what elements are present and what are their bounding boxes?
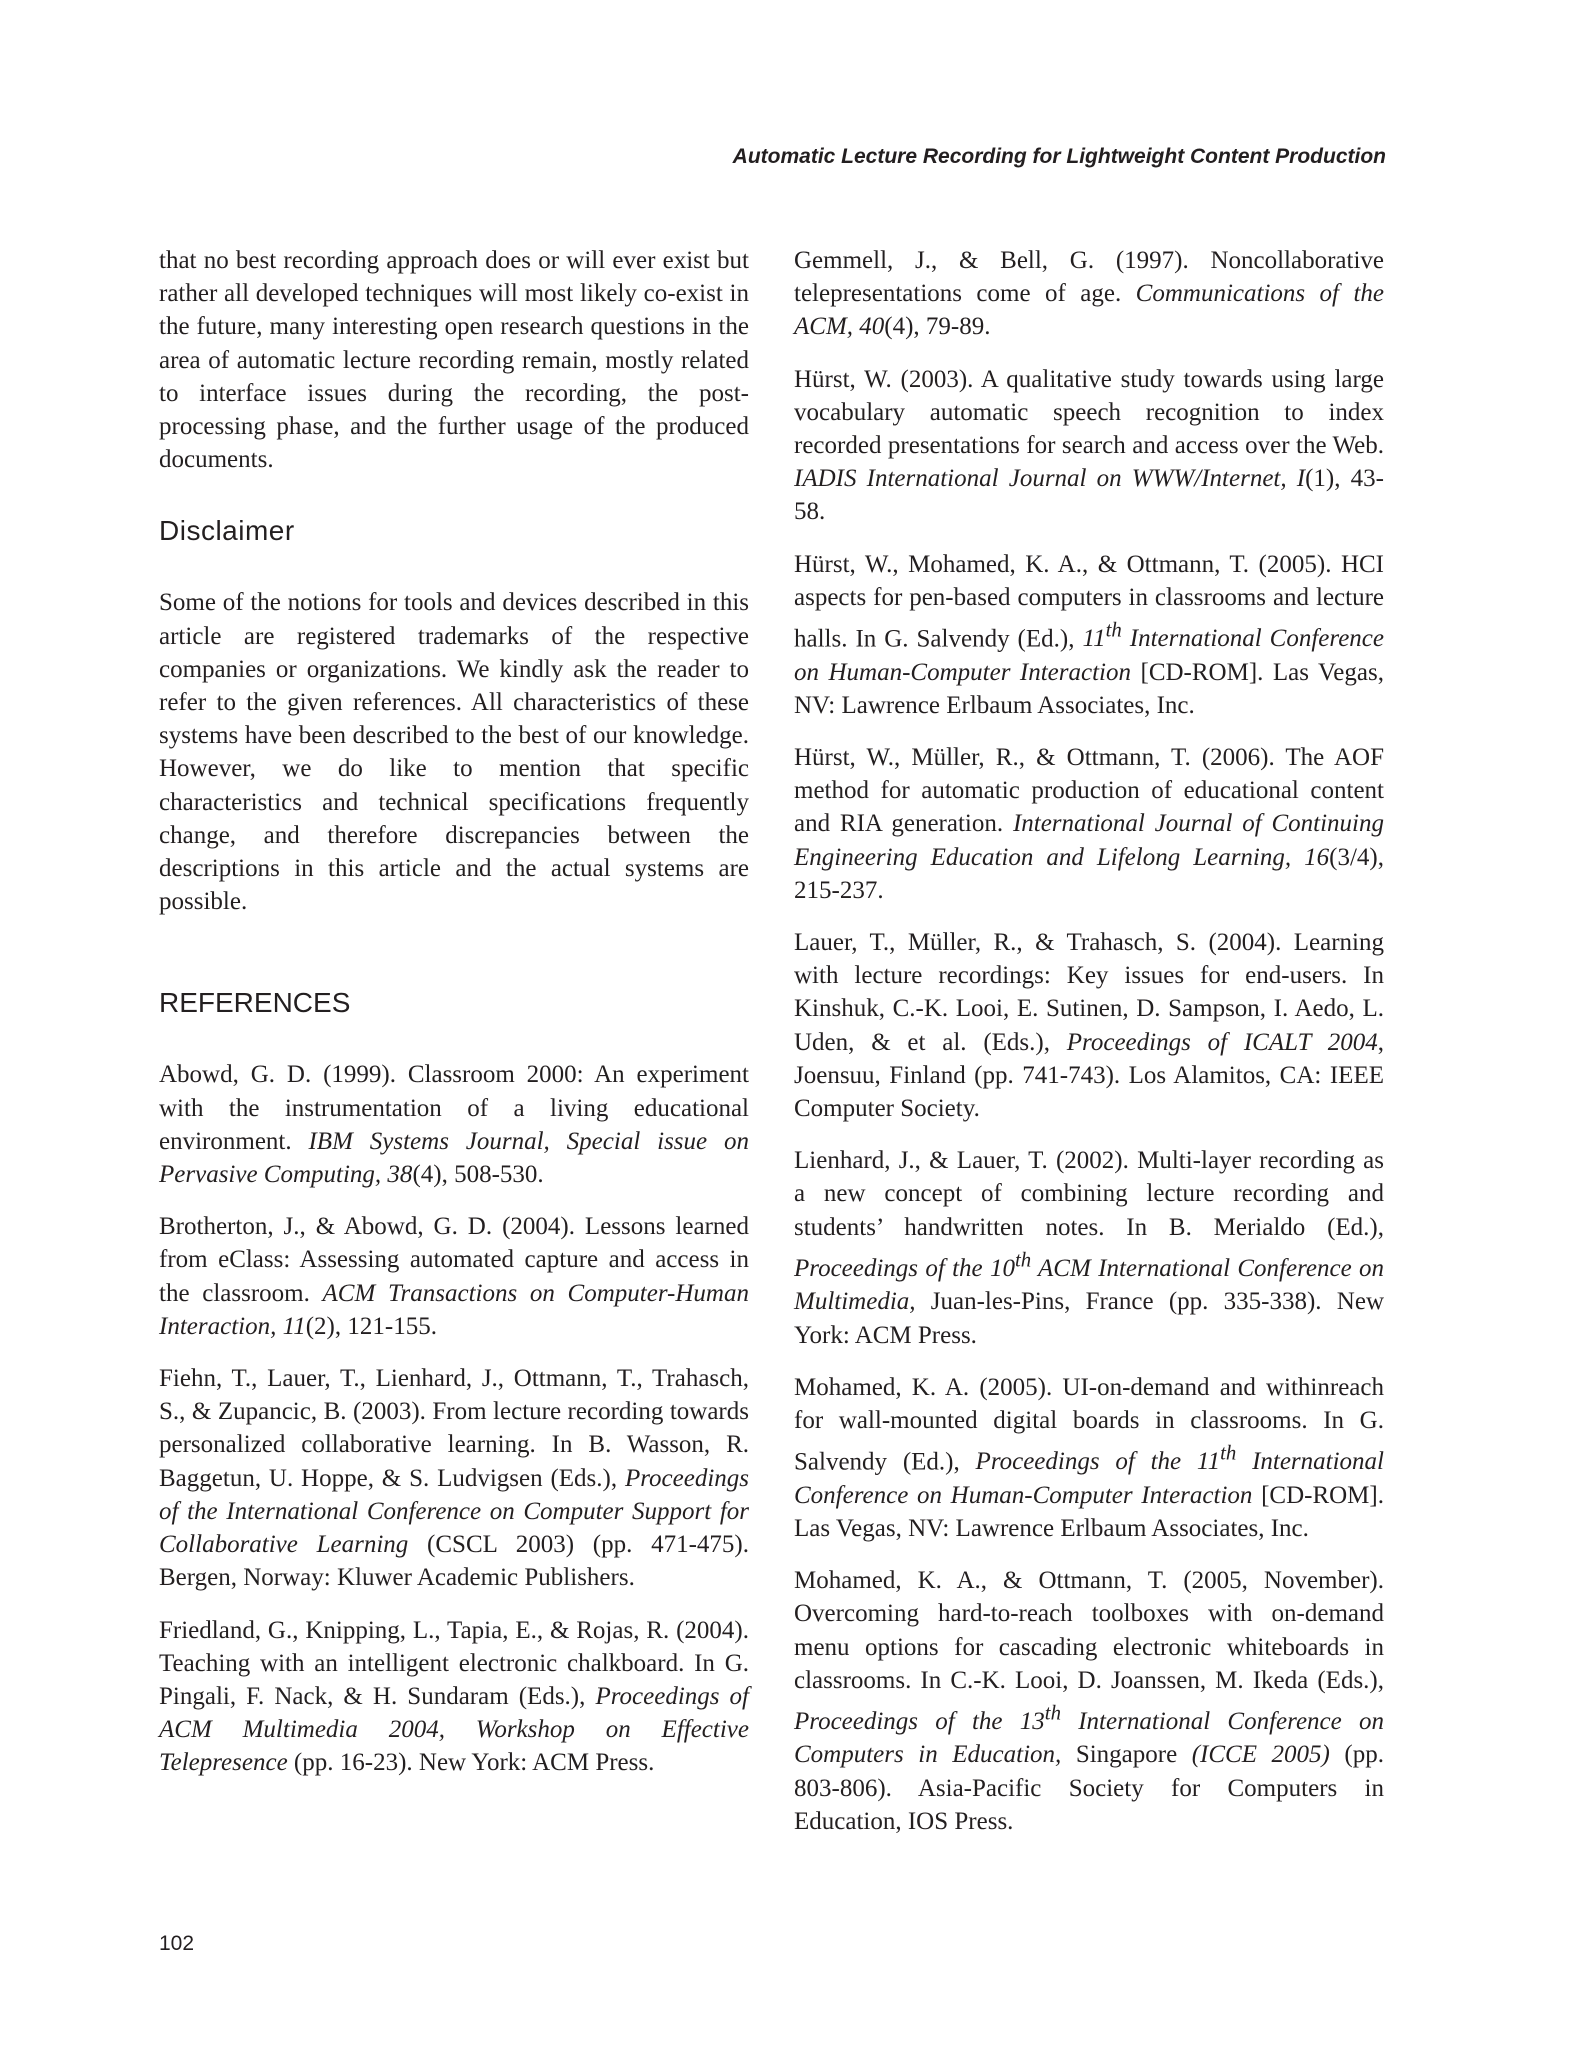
disclaimer-text: Some of the notions for tools and devices described in this article are registered trademarks of the respective companies or organizations. We kindly ask the reader to refer to the given references. All characteristics of these systems have been described to the best of our knowledge. However, we do like to mention that specific characteristics and technical specifications frequently change, and therefore discrepancies between the descriptions in this article and the actual systems are possible.: [159, 589, 749, 916]
reference-item: Abowd, G. D. (1999). Classroom 2000: An experiment with the instrumentation of a living educational environment. IBM Systems Journal, Special issue on Pervasive Computing, 38(4), 508-530.: [159, 1061, 749, 1189]
references-heading: REFERENCES: [159, 987, 351, 1019]
reference-item: Friedland, G., Knipping, L., Tapia, E., & Rojas, R. (2004). Teaching with an intelligent electronic chalkboard. In G. Pingali, F. Nack, & H. Sundaram (Eds.), Proceedings of ACM Multimedia 2004, Workshop on Effective Telepresence (pp. 16-23). New York: ACM Press.: [159, 1616, 749, 1777]
reference-item: Lauer, T., Müller, R., & Trahasch, S. (2004). Learning with lecture recordings: Key issues for end-users. In Kinshuk, C.-K. Looi, E. Sutinen, D. Sampson, I. Aedo, L. Uden, & et al. (Eds.), Proceedings of ICALT 2004, Joensuu, Finland (pp. 741-743). Los Alamitos, CA: IEEE Computer Society.: [794, 928, 1385, 1122]
reference-item: Mohamed, K. A., & Ottmann, T. (2005, November). Overcoming hard-to-reach toolboxes with on-demand menu options for cascading electronic whiteboards in classrooms. In C.-K. Looi, D. Joanssen, M. Ikeda (Eds.), Proceedings of the 13th International Conference on Computers in Education, Singapore (ICCE 2005) (pp. 803-806). Asia-Pacific Society for Computers in Education, IOS Press.: [794, 1567, 1384, 1835]
disclaimer-heading: Disclaimer: [159, 515, 295, 547]
left-column: [159, 244, 749, 1799]
reference-item: Lienhard, J., & Lauer, T. (2002). Multi-layer recording as a new concept of combining lecture recording and students’ handwritten notes. In B. Merialdo (Ed.), Proceedings of the 10th ACM International Conference on Multimedia, Juan-les-Pins, France (pp. 335-338). New York: ACM Press.: [794, 1147, 1384, 1349]
reference-item: Hürst, W., Mohamed, K. A., & Ottmann, T. (2005). HCI aspects for pen-based computers in classrooms and lecture halls. In G. Salvendy (Ed.), 11th International Conference on Human-Computer Interaction [CD-ROM]. Las Vegas, NV: Lawrence Erlbaum Associates, Inc.: [794, 550, 1384, 719]
reference-item: Hürst, W., Müller, R., & Ottmann, T. (2006). The AOF method for automatic production of educational content and RIA generation. International Journal of Continuing Engineering Education and Lifelong Learning, 16(3/4), 215-237.: [794, 743, 1384, 904]
page-number: 102: [159, 1932, 195, 1955]
reference-item: Gemmell, J., & Bell, G. (1997). Noncollaborative telepresentations come of age. Communications of the ACM, 40(4), 79-89.: [794, 247, 1384, 341]
right-column: [794, 244, 1384, 1857]
intro-paragraph: that no best recording approach does or will ever exist but rather all developed techniques will most likely co-exist in the future, many interesting open research questions in the area of automatic lecture recording remain, mostly related to interface issues during the recording, the post-processing phase, and the further usage of the produced documents.: [159, 247, 749, 474]
running-head: Automatic Lecture Recording for Lightweight Content Production: [732, 145, 1386, 168]
reference-item: Brotherton, J., & Abowd, G. D. (2004). Lessons learned from eClass: Assessing automated capture and access in the classroom. ACM Transactions on Computer-Human Interaction, 11(2), 121-155.: [159, 1213, 749, 1340]
reference-item: Fiehn, T., Lauer, T., Lienhard, J., Ottmann, T., Trahasch, S., & Zupancic, B. (2003). From lecture recording towards personalized collaborative learning. In B. Wasson, R. Baggetun, U. Hoppe, & S. Ludvigsen (Eds.), Proceedings of the International Conference on Computer Support for Collaborative Learning (CSCL 2003) (pp. 471-475). Bergen, Norway: Kluwer Academic Publishers.: [159, 1365, 749, 1592]
reference-item: Mohamed, K. A. (2005). UI-on-demand and withinreach for wall-mounted digital boards in classrooms. In G. Salvendy (Ed.), Proceedings of the 11th International Conference on Human-Computer Interaction [CD-ROM]. Las Vegas, NV: Lawrence Erlbaum Associates, Inc.: [794, 1373, 1385, 1542]
reference-item: Hürst, W. (2003). A qualitative study towards using large vocabulary automatic speech recognition to index recorded presentations for search and access over the Web. IADIS International Journal on WWW/Internet, I(1), 43-58.: [794, 365, 1384, 526]
